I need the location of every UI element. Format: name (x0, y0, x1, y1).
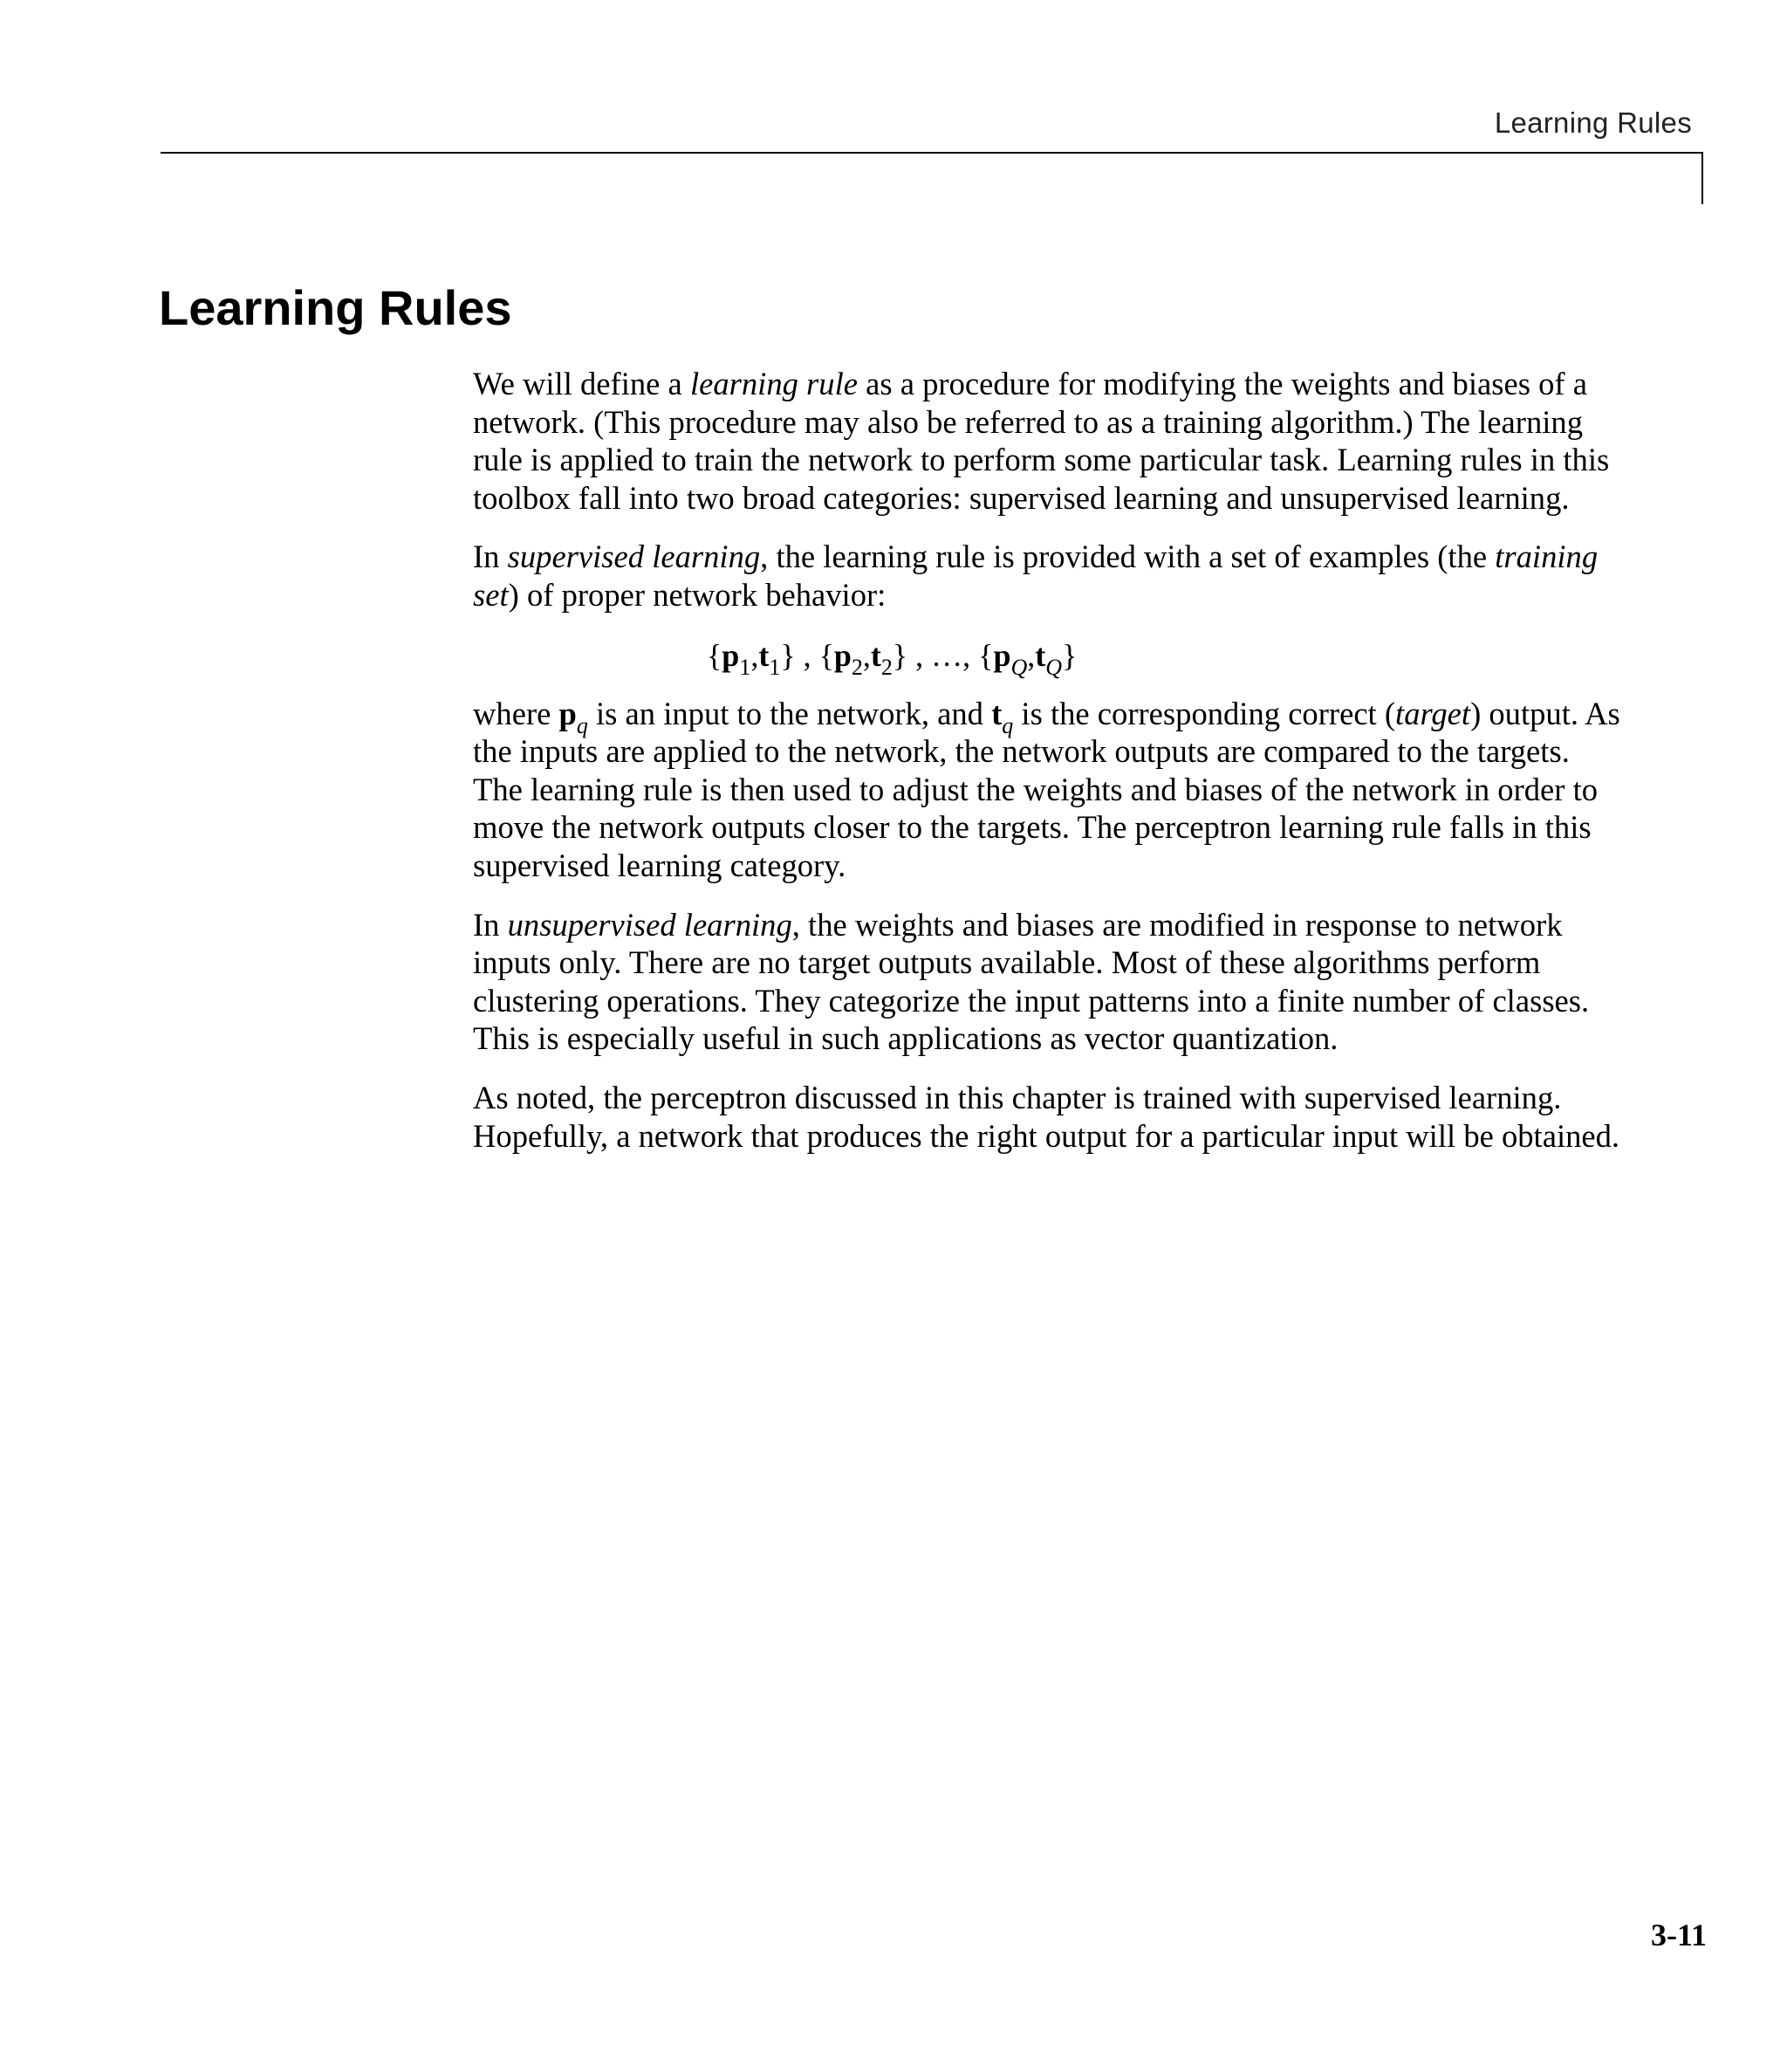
term-target: target (1395, 695, 1471, 731)
text-run: In (473, 906, 508, 943)
formula-var-p: p (993, 637, 1011, 673)
text-run: ) output. As the inputs are applied to the network, the network outputs are compared to the targets. The learning rule is then used to adjust the weights and biases of the network in order to move the network outputs closer to the targets. The perceptron learning rule falls in this supervised learning category. (473, 695, 1620, 883)
text-run: as a procedure for modifying the weights and biases of a network. (This procedure may also be referred to as a training algorithm.) The learning rule is applied to train the network to perform some particular task. Learning rules in this toolbox fall into two broad categories: supervised learning and unsupervised learning. (473, 366, 1610, 516)
term-learning-rule: learning rule (689, 366, 858, 401)
formula-separator: } , …, { (892, 637, 994, 673)
paragraph-intro (473, 365, 1625, 517)
formula-var-p: p (722, 637, 740, 673)
paragraph-conclusion: As noted, the perceptron discussed in this chapter is trained with supervised learning. Hopefully, a network that produces the right output for a particular input will be obtained. (473, 1079, 1620, 1154)
section-title: Learning Rules (159, 280, 512, 335)
training-set-formula: $\{p_1,t_1\}$ , $\{p_2,t_2\}$ , …, $\{p_Q,t_Q\}$ (707, 637, 1078, 680)
term-training-set: training set (473, 539, 1599, 613)
paragraph-supervised (473, 538, 1625, 614)
text-run: In (473, 539, 508, 575)
text-run: We will define a (473, 366, 690, 401)
var-p: p (558, 695, 577, 731)
var-t: t (991, 695, 1003, 731)
formula-subscript: 2 (851, 654, 863, 680)
formula-brace: } (1062, 637, 1078, 673)
paragraph-where (473, 695, 1625, 885)
formula-var-p: p (833, 637, 852, 673)
text-run: ) of proper network behavior: (508, 576, 887, 613)
subscript-q: q (1002, 712, 1014, 738)
formula-subscript: 1 (739, 654, 751, 680)
header-rule (161, 152, 1703, 154)
text-run: is the corresponding correct ( (1013, 695, 1396, 731)
formula-subscript: 1 (769, 654, 781, 680)
subscript-q: q (576, 712, 588, 738)
page-number: 3-11 (1650, 1918, 1707, 1952)
formula-var-t: t (1035, 637, 1046, 673)
formula-var-t: t (870, 637, 881, 673)
text-run: , the learning rule is provided with a set of examples (the (760, 539, 1496, 575)
text-run: where (473, 695, 559, 731)
text-run: is an input to the network, and (587, 695, 992, 731)
term-unsupervised-learning: unsupervised learning (507, 906, 792, 943)
paragraph-unsupervised (473, 906, 1625, 1058)
formula-var-t: t (758, 637, 770, 673)
text-run: , the weights and biases are modified in response to network inputs only. There are no target outputs available. Most of these algorithms perform clustering operations. They categorize the input patterns into a finite number of classes. This is especially useful in such applications as vector quantization. (473, 906, 1590, 1057)
formula-separator: } , { (780, 637, 834, 673)
formula-subscript: Q (1045, 654, 1063, 680)
header-rule-tick (1701, 152, 1703, 204)
formula-subscript: 2 (880, 654, 893, 680)
body-text (473, 365, 1625, 1176)
formula-subscript: Q (1010, 654, 1028, 680)
term-supervised-learning: supervised learning (507, 539, 761, 575)
running-header: Learning Rules (1494, 106, 1692, 139)
formula-brace: { (707, 637, 722, 673)
